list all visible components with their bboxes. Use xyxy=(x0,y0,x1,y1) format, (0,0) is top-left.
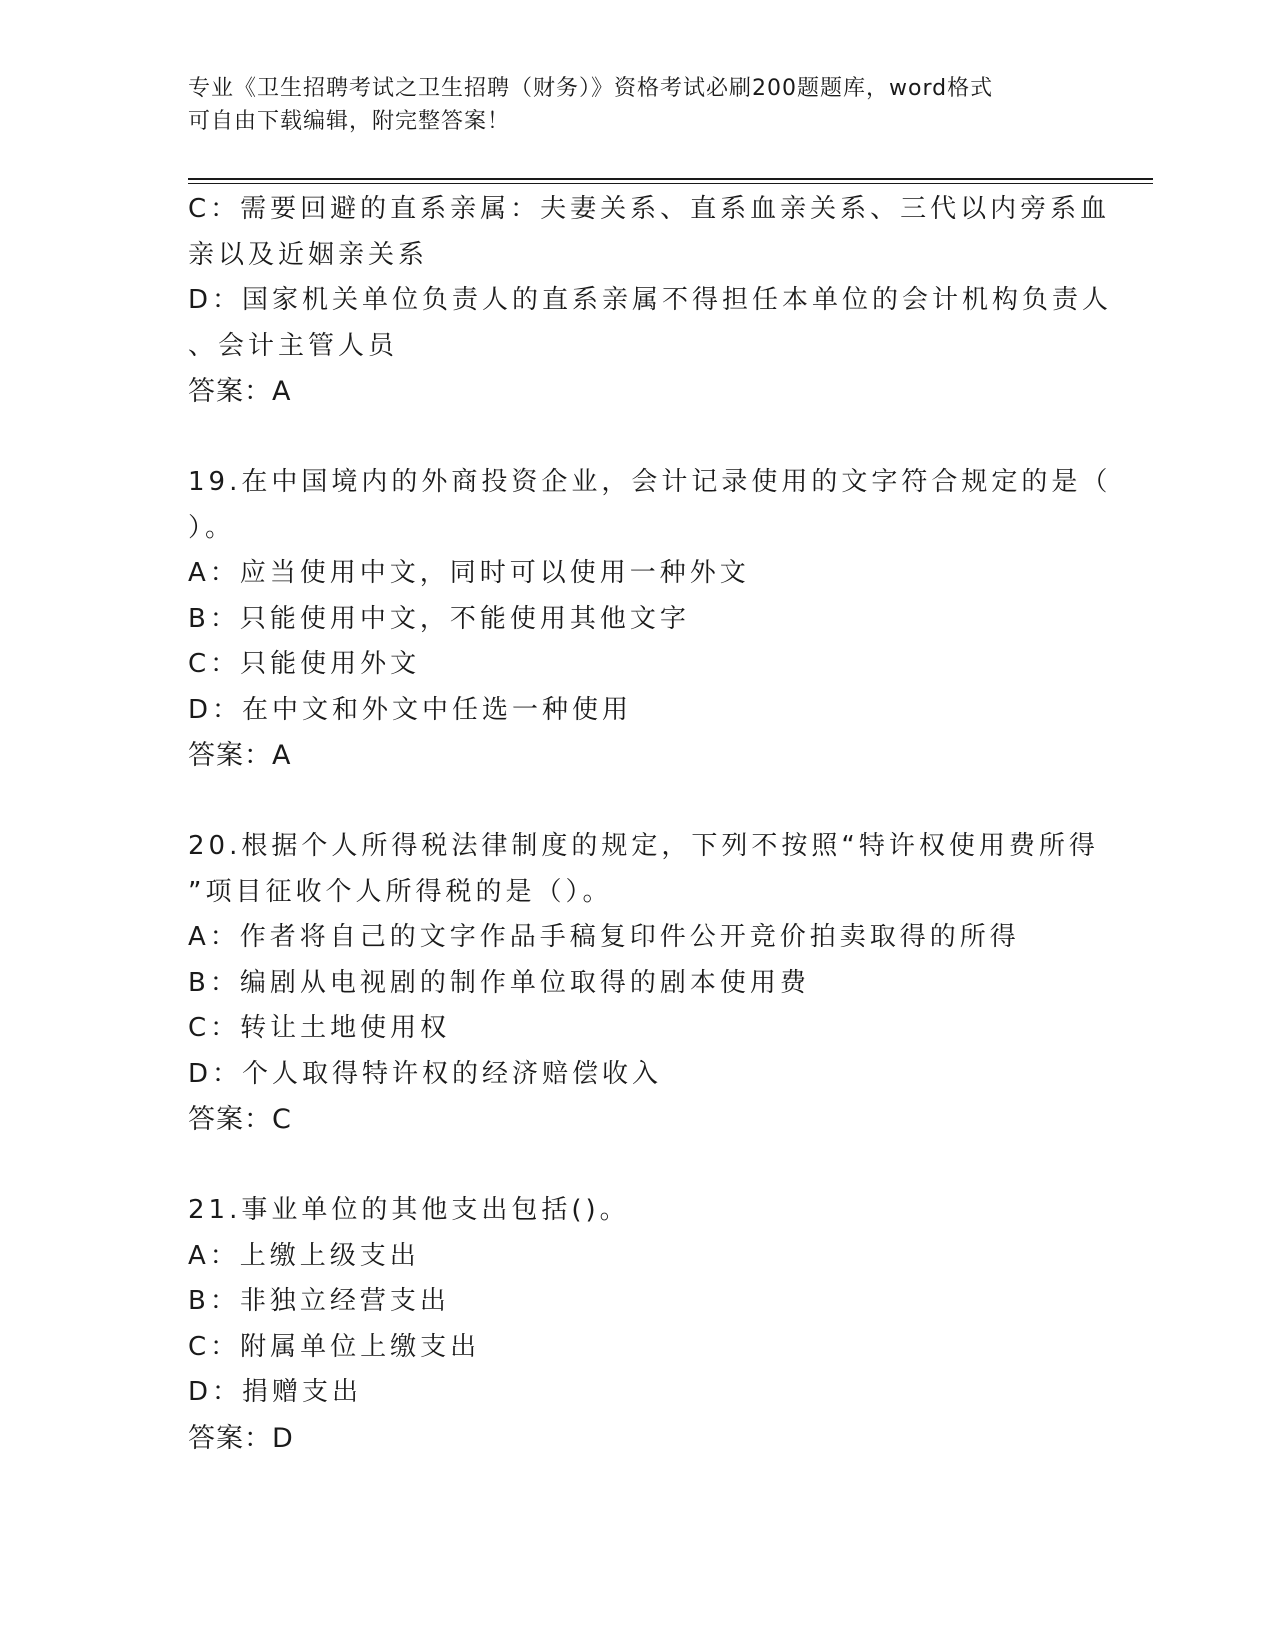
option-a: A：应当使用中文，同时可以使用一种外文 xyxy=(188,558,750,588)
option-d: D：国家机关单位负责人的直系亲属不得担任本单位的会计机构负责人 xyxy=(188,285,1113,315)
answer: 答案：D xyxy=(188,1422,294,1454)
page-header xyxy=(188,72,1068,138)
option-c: C：只能使用外文 xyxy=(188,649,421,679)
question-20 xyxy=(188,824,1099,1143)
option-a: A：上缴上级支出 xyxy=(188,1240,420,1271)
option-d: D：捐赠支出 xyxy=(188,1377,363,1407)
question-18-tail xyxy=(188,187,1113,415)
question-spacer xyxy=(188,1143,1088,1189)
question-stem-continued: ”项目征收个人所得税的是（）。 xyxy=(188,876,613,907)
question-stem: 19.在中国境内的外商投资企业，会计记录使用的文字符合规定的是（ xyxy=(188,467,1112,497)
option-c: C：转让土地使用权 xyxy=(188,1013,451,1043)
question-spacer xyxy=(188,779,1088,825)
question-stem: 20.根据个人所得税法律制度的规定，下列不按照“特许权使用费所得 xyxy=(188,831,1099,861)
option-d-continued: 、会计主管人员 xyxy=(188,330,399,361)
option-b: B：非独立经营支出 xyxy=(188,1286,450,1316)
option-b: B：只能使用中文，不能使用其他文字 xyxy=(188,603,690,634)
question-stem-continued: ）。 xyxy=(188,512,236,543)
question-content xyxy=(188,187,1113,1461)
option-a: A：作者将自己的文字作品手稿复印件公开竞价拍卖取得的所得 xyxy=(188,922,1020,952)
question-19 xyxy=(188,460,1112,779)
answer: 答案：A xyxy=(188,376,292,407)
answer: 答案：C xyxy=(188,1104,292,1135)
option-d: D：在中文和外文中任选一种使用 xyxy=(188,694,633,725)
header-divider-thick xyxy=(188,178,1153,180)
question-21 xyxy=(188,1188,1088,1461)
answer: 答案：A xyxy=(188,740,292,771)
header-divider-thin xyxy=(188,183,1153,184)
option-d: D：个人取得特许权的经济赔偿收入 xyxy=(188,1058,663,1089)
header-line-2: 可自由下载编辑，附完整答案！ xyxy=(188,109,511,134)
option-b: B：编剧从电视剧的制作单位取得的剧本使用费 xyxy=(188,967,810,998)
question-stem: 21.事业单位的其他支出包括()。 xyxy=(188,1195,630,1225)
question-spacer xyxy=(188,415,1088,461)
option-c: C：附属单位上缴支出 xyxy=(188,1331,481,1362)
option-c: C：需要回避的直系亲属：夫妻关系、直系血亲关系、三代以内旁系血 xyxy=(188,194,1111,224)
option-c-continued: 亲以及近姻亲关系 xyxy=(188,239,429,270)
header-line-1: 专业《卫生招聘考试之卫生招聘（财务）》资格考试必刷200题题库，word格式 xyxy=(188,76,994,101)
